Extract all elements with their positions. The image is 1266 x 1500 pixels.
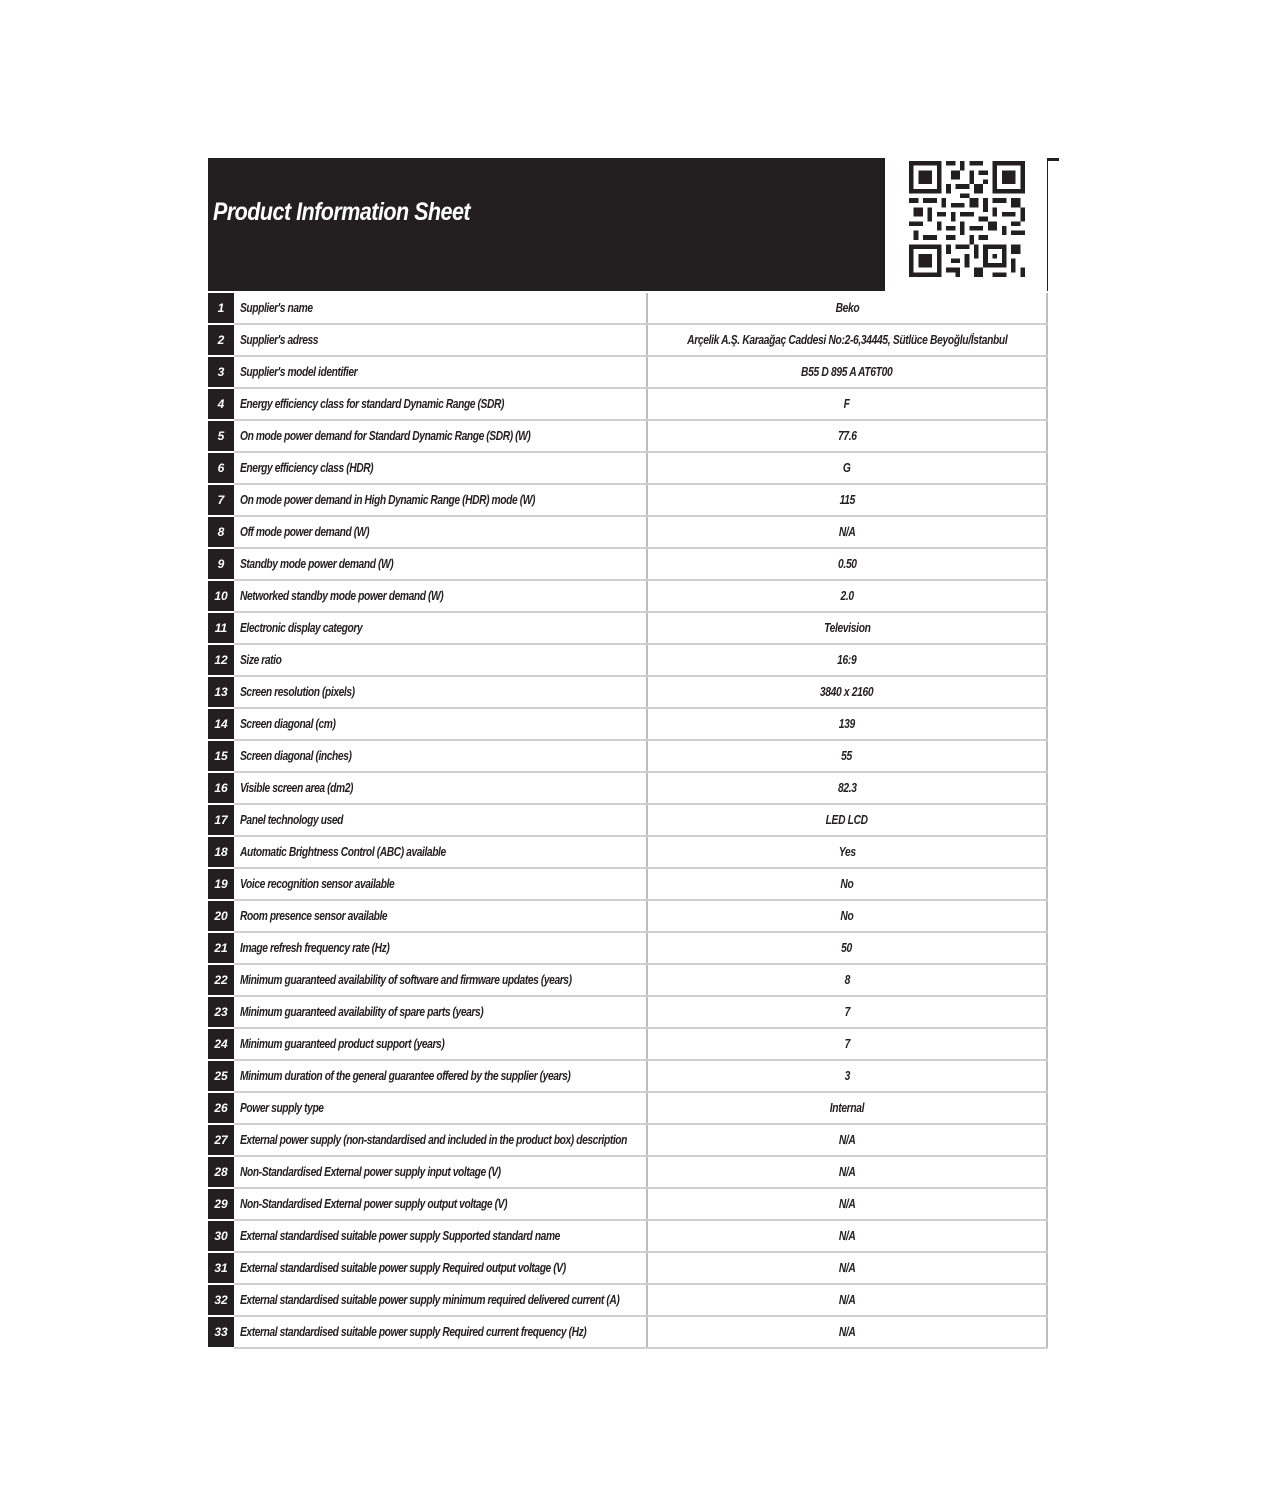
row-label-cell xyxy=(234,644,647,676)
row-label-cell xyxy=(234,804,647,836)
row-value-cell xyxy=(647,420,1047,452)
row-number: 14 xyxy=(208,708,234,740)
row-value: 139 xyxy=(838,717,856,731)
row-label-cell xyxy=(234,612,647,644)
table-row xyxy=(208,1092,1047,1124)
row-value-cell xyxy=(647,1060,1047,1092)
row-label: Non-Standardised External power supply input voltage (V) xyxy=(240,1165,501,1179)
row-value-cell xyxy=(647,644,1047,676)
table-row xyxy=(208,548,1047,580)
table-row xyxy=(208,452,1047,484)
row-label-cell xyxy=(234,932,647,964)
table-row xyxy=(208,996,1047,1028)
table-row xyxy=(208,1316,1047,1348)
row-number: 13 xyxy=(208,676,234,708)
row-label-cell xyxy=(234,1284,647,1316)
row-value: N/A xyxy=(838,1261,856,1275)
row-number: 2 xyxy=(208,324,234,356)
row-value: 0.50 xyxy=(837,557,857,571)
row-value-cell xyxy=(647,900,1047,932)
row-value: N/A xyxy=(838,1133,856,1147)
row-value-cell xyxy=(647,932,1047,964)
table-row xyxy=(208,676,1047,708)
row-label: Non-Standardised External power supply output voltage (V) xyxy=(240,1197,508,1211)
row-label: Electronic display category xyxy=(240,621,363,635)
table-row xyxy=(208,836,1047,868)
row-value-cell xyxy=(647,708,1047,740)
row-number: 19 xyxy=(208,868,234,900)
row-label-cell xyxy=(234,676,647,708)
row-number: 11 xyxy=(208,612,234,644)
row-value: 7 xyxy=(844,1037,850,1051)
row-value: 55 xyxy=(841,749,853,763)
row-label: Off mode power demand (W) xyxy=(240,525,370,539)
table-row xyxy=(208,900,1047,932)
row-label-cell xyxy=(234,868,647,900)
row-label-cell xyxy=(234,1220,647,1252)
row-label-cell xyxy=(234,548,647,580)
row-value-cell xyxy=(647,612,1047,644)
row-label-cell xyxy=(234,1188,647,1220)
row-label: Minimum duration of the general guarantee offered by the supplier (years) xyxy=(240,1069,571,1083)
row-value-cell xyxy=(647,1156,1047,1188)
row-number: 9 xyxy=(208,548,234,580)
row-value-cell xyxy=(647,964,1047,996)
row-label-cell xyxy=(234,452,647,484)
row-value-cell xyxy=(647,293,1047,324)
table-row xyxy=(208,356,1047,388)
qr-panel xyxy=(885,158,1047,291)
row-label-cell xyxy=(234,484,647,516)
product-information-sheet xyxy=(208,158,1048,1349)
row-label-cell xyxy=(234,708,647,740)
row-number: 21 xyxy=(208,932,234,964)
table-row xyxy=(208,1156,1047,1188)
row-label: Energy efficiency class for standard Dynamic Range (SDR) xyxy=(240,397,504,411)
spec-table-body xyxy=(208,293,1047,1348)
row-label: Automatic Brightness Control (ABC) available xyxy=(240,845,446,859)
table-row xyxy=(208,516,1047,548)
row-label: Image refresh frequency rate (Hz) xyxy=(240,941,390,955)
row-value: Internal xyxy=(829,1101,865,1115)
row-value-cell xyxy=(647,804,1047,836)
row-value-cell xyxy=(647,1124,1047,1156)
row-label-cell xyxy=(234,772,647,804)
row-label: Supplier's model identifier xyxy=(240,365,358,379)
row-value-cell xyxy=(647,548,1047,580)
row-value-cell xyxy=(647,1220,1047,1252)
row-value: 7 xyxy=(844,1005,850,1019)
table-row xyxy=(208,708,1047,740)
row-value-cell xyxy=(647,1028,1047,1060)
table-row xyxy=(208,580,1047,612)
row-value-cell xyxy=(647,740,1047,772)
row-label-cell xyxy=(234,516,647,548)
table-row xyxy=(208,324,1047,356)
row-label: On mode power demand for Standard Dynamic Range (SDR) (W) xyxy=(240,429,531,443)
row-label-cell xyxy=(234,1252,647,1284)
table-row xyxy=(208,1188,1047,1220)
table-row xyxy=(208,740,1047,772)
table-row xyxy=(208,612,1047,644)
row-value-cell xyxy=(647,868,1047,900)
row-value: LED LCD xyxy=(825,813,869,827)
row-label: Size ratio xyxy=(240,653,282,667)
row-label: Standby mode power demand (W) xyxy=(240,557,394,571)
row-value: Television xyxy=(823,621,871,635)
row-value: N/A xyxy=(838,1229,856,1243)
row-label-cell xyxy=(234,420,647,452)
row-label-cell xyxy=(234,900,647,932)
row-value-cell xyxy=(647,1092,1047,1124)
row-value-cell xyxy=(647,1284,1047,1316)
row-number: 33 xyxy=(208,1316,234,1348)
row-label: External standardised suitable power supply Supported standard name xyxy=(240,1229,560,1243)
row-label: Power supply type xyxy=(240,1101,324,1115)
row-value: G xyxy=(843,461,851,475)
row-number: 8 xyxy=(208,516,234,548)
row-label-cell xyxy=(234,996,647,1028)
row-value-cell xyxy=(647,356,1047,388)
table-row xyxy=(208,484,1047,516)
row-number: 27 xyxy=(208,1124,234,1156)
row-value: 16:9 xyxy=(837,653,857,667)
row-value-cell xyxy=(647,324,1047,356)
table-row xyxy=(208,964,1047,996)
row-number: 22 xyxy=(208,964,234,996)
table-row xyxy=(208,1284,1047,1316)
row-value: 82.3 xyxy=(837,781,857,795)
row-label-cell xyxy=(234,580,647,612)
row-label: Panel technology used xyxy=(240,813,344,827)
row-label-cell xyxy=(234,964,647,996)
row-value: No xyxy=(840,909,854,923)
row-label: Networked standby mode power demand (W) xyxy=(240,589,444,603)
row-label: Screen diagonal (inches) xyxy=(240,749,352,763)
table-row xyxy=(208,932,1047,964)
row-value-cell xyxy=(647,676,1047,708)
row-label-cell xyxy=(234,388,647,420)
row-value-cell xyxy=(647,1252,1047,1284)
row-label: Supplier's name xyxy=(240,301,313,315)
row-number: 5 xyxy=(208,420,234,452)
row-value-cell xyxy=(647,580,1047,612)
row-value-cell xyxy=(647,1188,1047,1220)
row-value: Beko xyxy=(835,301,859,315)
row-value: Arçelik A.Ş. Karaağaç Caddesi No:2-6,34445, Sütlüce Beyoğlu/İstanbul xyxy=(686,333,1008,347)
table-row xyxy=(208,1060,1047,1092)
row-value: 8 xyxy=(844,973,850,987)
row-label-cell xyxy=(234,1124,647,1156)
row-number: 1 xyxy=(208,293,234,324)
row-label-cell xyxy=(234,324,647,356)
row-value-cell xyxy=(647,836,1047,868)
row-value: N/A xyxy=(838,1325,856,1339)
row-label: On mode power demand in High Dynamic Range (HDR) mode (W) xyxy=(240,493,535,507)
row-value: N/A xyxy=(838,1293,856,1307)
row-label-cell xyxy=(234,1092,647,1124)
row-label-cell xyxy=(234,356,647,388)
row-label: External power supply (non-standardised and included in the product box) description xyxy=(240,1133,627,1147)
row-value-cell xyxy=(647,452,1047,484)
table-row xyxy=(208,420,1047,452)
row-value: N/A xyxy=(838,525,856,539)
table-row xyxy=(208,804,1047,836)
row-number: 29 xyxy=(208,1188,234,1220)
row-number: 10 xyxy=(208,580,234,612)
row-value: 115 xyxy=(839,493,855,507)
row-label: Minimum guaranteed product support (years) xyxy=(240,1037,445,1051)
row-value: 3 xyxy=(844,1069,850,1083)
row-number: 17 xyxy=(208,804,234,836)
table-row xyxy=(208,293,1047,324)
qr-code-icon xyxy=(909,161,1025,277)
row-label: Minimum guaranteed availability of spare parts (years) xyxy=(240,1005,484,1019)
row-value: F xyxy=(844,397,850,411)
row-label-cell xyxy=(234,1316,647,1348)
row-value: B55 D 895 A AT6T00 xyxy=(801,365,893,379)
row-label: External standardised suitable power supply Required output voltage (V) xyxy=(240,1261,566,1275)
row-number: 18 xyxy=(208,836,234,868)
table-row xyxy=(208,1028,1047,1060)
row-value-cell xyxy=(647,1316,1047,1348)
row-number: 32 xyxy=(208,1284,234,1316)
row-value: N/A xyxy=(838,1197,856,1211)
row-number: 4 xyxy=(208,388,234,420)
row-number: 16 xyxy=(208,772,234,804)
row-number: 26 xyxy=(208,1092,234,1124)
row-value: 77.6 xyxy=(837,429,857,443)
row-number: 24 xyxy=(208,1028,234,1060)
row-number: 25 xyxy=(208,1060,234,1092)
spec-table xyxy=(208,293,1048,1349)
row-value: No xyxy=(840,877,854,891)
row-label: External standardised suitable power supply Required current frequency (Hz) xyxy=(240,1325,587,1339)
table-row xyxy=(208,388,1047,420)
sheet-header xyxy=(208,158,1048,293)
row-number: 20 xyxy=(208,900,234,932)
table-row xyxy=(208,868,1047,900)
table-row xyxy=(208,644,1047,676)
row-value-cell xyxy=(647,516,1047,548)
row-value-cell xyxy=(647,388,1047,420)
row-label-cell xyxy=(234,293,647,324)
row-label-cell xyxy=(234,740,647,772)
row-label-cell xyxy=(234,836,647,868)
row-number: 12 xyxy=(208,644,234,676)
row-value-cell xyxy=(647,484,1047,516)
row-label: Room presence sensor available xyxy=(240,909,388,923)
row-value: N/A xyxy=(838,1165,856,1179)
row-value: 50 xyxy=(841,941,853,955)
table-row xyxy=(208,1220,1047,1252)
row-number: 30 xyxy=(208,1220,234,1252)
row-number: 6 xyxy=(208,452,234,484)
row-number: 7 xyxy=(208,484,234,516)
row-value: Yes xyxy=(838,845,856,859)
row-label: Voice recognition sensor available xyxy=(240,877,395,891)
row-number: 3 xyxy=(208,356,234,388)
row-label-cell xyxy=(234,1028,647,1060)
row-value-cell xyxy=(647,772,1047,804)
row-number: 28 xyxy=(208,1156,234,1188)
row-label-cell xyxy=(234,1156,647,1188)
row-value: 3840 x 2160 xyxy=(820,685,874,699)
row-number: 15 xyxy=(208,740,234,772)
row-label: Screen diagonal (cm) xyxy=(240,717,336,731)
row-value: 2.0 xyxy=(840,589,854,603)
row-label: Energy efficiency class (HDR) xyxy=(240,461,374,475)
row-label: Supplier's adress xyxy=(240,333,319,347)
row-label: Minimum guaranteed availability of software and firmware updates (years) xyxy=(240,973,572,987)
row-value-cell xyxy=(647,996,1047,1028)
table-row xyxy=(208,1252,1047,1284)
row-label: External standardised suitable power supply minimum required delivered current (A) xyxy=(240,1293,620,1307)
row-label-cell xyxy=(234,1060,647,1092)
row-label: Visible screen area (dm2) xyxy=(240,781,354,795)
table-row xyxy=(208,1124,1047,1156)
sheet-title: Product Information Sheet xyxy=(213,198,471,226)
row-label: Screen resolution (pixels) xyxy=(240,685,355,699)
row-number: 31 xyxy=(208,1252,234,1284)
row-number: 23 xyxy=(208,996,234,1028)
table-row xyxy=(208,772,1047,804)
